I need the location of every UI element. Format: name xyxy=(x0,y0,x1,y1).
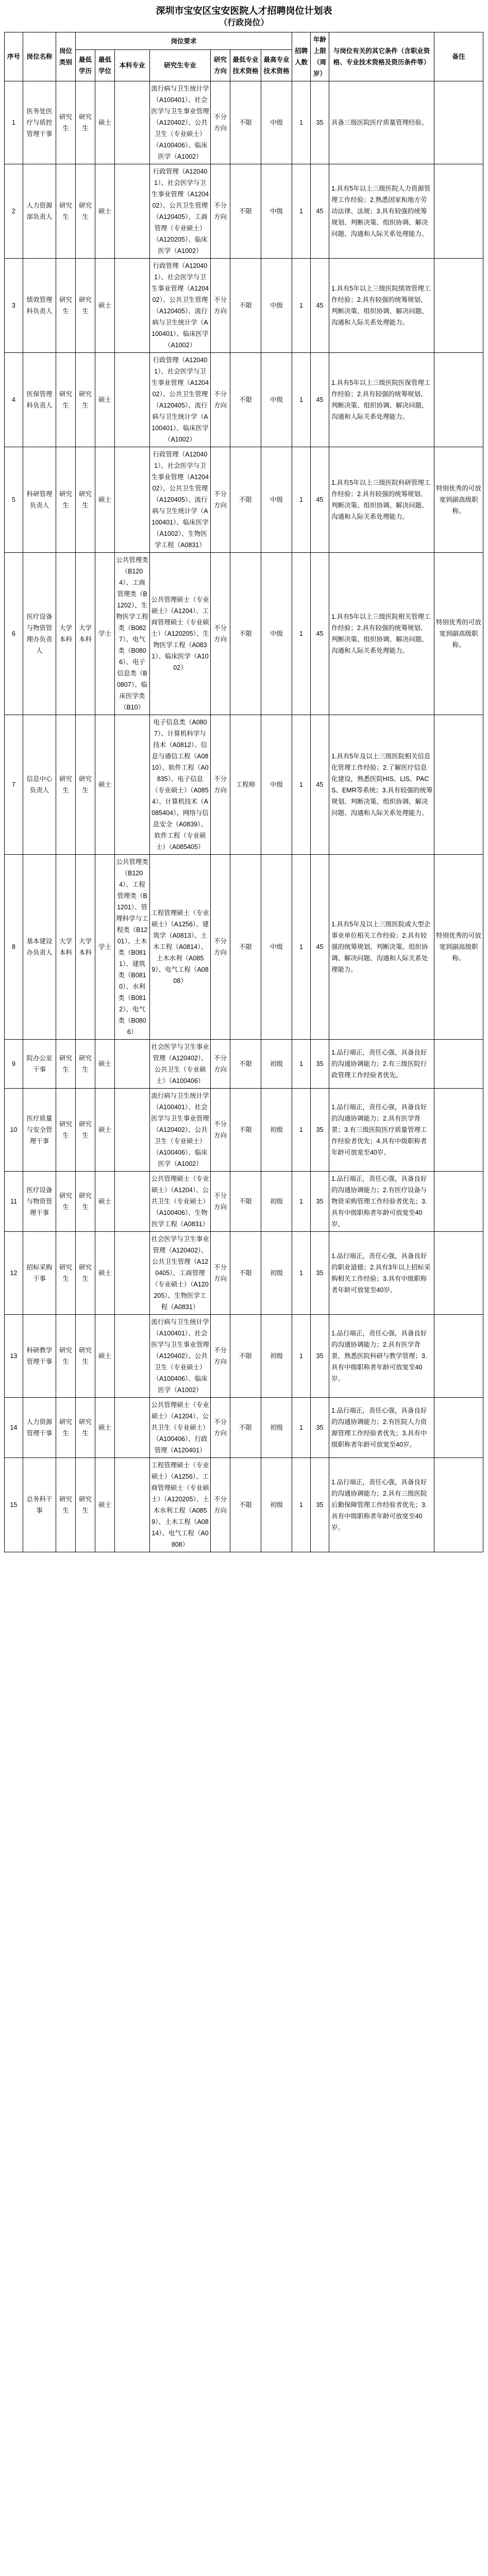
cell-remark xyxy=(434,1458,483,1552)
cell-remark: 特别优秀的可放宽到副高级职称。 xyxy=(434,855,483,1040)
cell-min-education: 硕士 xyxy=(95,1232,115,1315)
cell-other-conditions: 1.品行端正，责任心强，具备良好的沟通协调能力；2.具有三级医院后勤保障管理工作经验者优先；3.具有中级职称者年龄可放宽至40岁。 xyxy=(329,1458,434,1552)
cell-position-name: 科研管理负责人 xyxy=(23,447,56,553)
cell-recruit-count: 1 xyxy=(292,715,311,855)
cell-remark xyxy=(434,1232,483,1315)
cell-other-conditions: 1.具有5年及以上三级医院或大型企事业单位相关工作经验；2.具有较强的统筹规划、判断决策、组织协调、解决问题、沟通和人际关系处理能力。 xyxy=(329,855,434,1040)
cell-research-direction: 不分方向 xyxy=(211,855,230,1040)
cell-recruit-count: 1 xyxy=(292,1232,311,1315)
cell-recruit-count: 1 xyxy=(292,1172,311,1232)
header-position-requirements: 岗位要求 xyxy=(76,32,292,50)
cell-research-direction: 不分方向 xyxy=(211,1089,230,1172)
cell-recruit-count: 1 xyxy=(292,855,311,1040)
cell-undergrad-major xyxy=(115,1089,150,1172)
cell-seq: 12 xyxy=(5,1232,23,1315)
cell-grad-major: 公共管理硕士（专业硕士）（A1204）、公共卫生（专业硕士）（A100406）、行政管理（A120401） xyxy=(150,1398,211,1458)
cell-age-limit: 35 xyxy=(311,1089,329,1172)
cell-other-conditions: 1.品行端正，责任心强，具备良好的沟通协调能力；2.有医院人力资源管理工作经验者优先；3.具有中级职称者年龄可放宽至40岁。 xyxy=(329,1398,434,1458)
cell-grad-major: 行政管理（A120401）、社会医学与卫生事业管理（A120402）、公共卫生管理（A120405）、工商管理（专业硕士）（A120205）、临床医学（A1002） xyxy=(150,164,211,259)
cell-age-limit: 45 xyxy=(311,855,329,1040)
cell-undergrad-major xyxy=(115,447,150,553)
cell-category: 研究生 xyxy=(56,715,76,855)
cell-max-title: 中级 xyxy=(261,447,292,553)
cell-age-limit: 35 xyxy=(311,1398,329,1458)
cell-min-degree: 研究生 xyxy=(76,1458,95,1552)
cell-category: 研究生 xyxy=(56,1458,76,1552)
cell-age-limit: 35 xyxy=(311,1232,329,1315)
table-row xyxy=(5,553,483,715)
cell-min-title: 工程师 xyxy=(230,715,261,855)
cell-min-title: 不限 xyxy=(230,1089,261,1172)
cell-min-degree: 研究生 xyxy=(76,447,95,553)
cell-research-direction: 不分方向 xyxy=(211,1315,230,1398)
cell-remark xyxy=(434,1315,483,1398)
cell-category: 研究生 xyxy=(56,1232,76,1315)
page-subtitle: （行政岗位） xyxy=(219,19,269,27)
cell-max-title: 中级 xyxy=(261,259,292,353)
cell-position-name: 人力资源管理干事 xyxy=(23,1398,56,1458)
cell-min-degree: 研究生 xyxy=(76,1398,95,1458)
cell-min-degree: 研究生 xyxy=(76,1172,95,1232)
cell-max-title: 初级 xyxy=(261,1232,292,1315)
cell-min-title: 不限 xyxy=(230,1172,261,1232)
cell-position-name: 人力资源部负责人 xyxy=(23,164,56,259)
cell-min-education: 硕士 xyxy=(95,164,115,259)
cell-seq: 4 xyxy=(5,353,23,447)
table-row xyxy=(5,164,483,259)
cell-research-direction: 不分方向 xyxy=(211,1398,230,1458)
table-row xyxy=(5,1398,483,1458)
page-title: 深圳市宝安区宝安医院人才招聘岗位计划表 xyxy=(156,6,332,16)
cell-undergrad-major xyxy=(115,353,150,447)
cell-recruit-count: 1 xyxy=(292,1089,311,1172)
table-row xyxy=(5,81,483,164)
table-row xyxy=(5,353,483,447)
cell-min-degree: 研究生 xyxy=(76,81,95,164)
cell-remark xyxy=(434,81,483,164)
cell-age-limit: 35 xyxy=(311,81,329,164)
cell-position-name: 医疗设备与物资管理干事 xyxy=(23,1172,56,1232)
cell-undergrad-major xyxy=(115,81,150,164)
header-row-1 xyxy=(5,32,483,50)
cell-max-title: 初级 xyxy=(261,1398,292,1458)
header-age-limit: 年龄上限（周岁） xyxy=(311,32,329,81)
cell-remark xyxy=(434,1398,483,1458)
cell-max-title: 初级 xyxy=(261,1458,292,1552)
cell-undergrad-major: 公共管理类（B1204）、工程管理类（B1201）、管理科学与工程类（B1201）、土木类（B0811）、建筑类（B0810）、水利类（B0812）、电气类（B0806） xyxy=(115,855,150,1040)
cell-min-title: 不限 xyxy=(230,1458,261,1552)
cell-research-direction: 不分方向 xyxy=(211,259,230,353)
cell-other-conditions: 1.具有5年以上三级医院医保管理工作经验；2.具有较强的统筹规划、判断决策、组织协调、解决问题、沟通和人际关系处理能力。 xyxy=(329,353,434,447)
cell-remark xyxy=(434,259,483,353)
cell-min-education: 硕士 xyxy=(95,715,115,855)
cell-min-title: 不限 xyxy=(230,1040,261,1089)
cell-remark xyxy=(434,1040,483,1089)
cell-undergrad-major: 公共管理类（B1204）、工商管理类（B1202）、生物医学工程类（B0827）、电气类（B0806）、电子信息类（B0807）、临床医学类（B10） xyxy=(115,553,150,715)
cell-grad-major: 社会医学与卫生事业管理（A120402）、公共卫生管理（A120405）、工商管理（专业硕士）（A120205）、生物医学工程（A0831） xyxy=(150,1232,211,1315)
header-grad-major: 研究生专业 xyxy=(150,50,211,81)
cell-category: 研究生 xyxy=(56,1040,76,1089)
header-other-conditions: 与岗位有关的其它条件（含职业资格、专业技术资格及资历条件等） xyxy=(329,32,434,81)
cell-min-degree: 大学本科 xyxy=(76,553,95,715)
cell-other-conditions: 1.具有5年及以上三级医院相关信息化管理工作经验；2.了解医疗信息化建设，熟悉医院HIS、LIS、PACS、EMR等系统；3.具有较强的统筹规划、判断决策、组织协调、解决问题、沟通和人际关系处理能力。 xyxy=(329,715,434,855)
cell-recruit-count: 1 xyxy=(292,553,311,715)
cell-min-education: 硕士 xyxy=(95,353,115,447)
cell-research-direction: 不分方向 xyxy=(211,447,230,553)
cell-seq: 15 xyxy=(5,1458,23,1552)
header-min-title: 最低专业技术资格 xyxy=(230,50,261,81)
table-row xyxy=(5,1089,483,1172)
header-remark: 备注 xyxy=(434,32,483,81)
cell-min-education: 硕士 xyxy=(95,1172,115,1232)
cell-min-education: 硕士 xyxy=(95,1458,115,1552)
cell-recruit-count: 1 xyxy=(292,1040,311,1089)
cell-position-name: 招标采购干事 xyxy=(23,1232,56,1315)
cell-age-limit: 35 xyxy=(311,1458,329,1552)
cell-undergrad-major xyxy=(115,164,150,259)
cell-category: 研究生 xyxy=(56,1315,76,1398)
cell-other-conditions: 1.具有5年以上三级医院相关管理工作经验；2.具有较强的统筹规划、判断决策、组织协调、解决问题、沟通和人际关系处理能力。 xyxy=(329,553,434,715)
cell-other-conditions: 1.品行端正，责任心强，具备良好的沟通协调能力；2.有医疗设备与物资采购管理工作经验者优先；3.具有中级职称者年龄可放宽至40岁。 xyxy=(329,1172,434,1232)
cell-grad-major: 公共管理硕士（专业硕士）（A1204）、工商管理硕士（专业硕士）（A120205）、生物医学工程（A0831）、临床医学（A1002） xyxy=(150,553,211,715)
cell-age-limit: 45 xyxy=(311,553,329,715)
cell-category: 研究生 xyxy=(56,1172,76,1232)
cell-min-education: 硕士 xyxy=(95,81,115,164)
cell-undergrad-major xyxy=(115,1040,150,1089)
cell-position-name: 医疗设备与物资管理办负责人 xyxy=(23,553,56,715)
cell-undergrad-major xyxy=(115,1232,150,1315)
cell-undergrad-major xyxy=(115,259,150,353)
cell-seq: 9 xyxy=(5,1040,23,1089)
cell-undergrad-major xyxy=(115,1315,150,1398)
cell-min-degree: 大学本科 xyxy=(76,855,95,1040)
cell-seq: 5 xyxy=(5,447,23,553)
cell-category: 研究生 xyxy=(56,81,76,164)
cell-undergrad-major xyxy=(115,1172,150,1232)
cell-max-title: 中级 xyxy=(261,553,292,715)
cell-seq: 6 xyxy=(5,553,23,715)
cell-seq: 11 xyxy=(5,1172,23,1232)
header-seq: 序号 xyxy=(5,32,23,81)
cell-min-degree: 研究生 xyxy=(76,1089,95,1172)
cell-max-title: 初级 xyxy=(261,1089,292,1172)
cell-seq: 2 xyxy=(5,164,23,259)
cell-position-name: 绩效管理科负责人 xyxy=(23,259,56,353)
cell-other-conditions: 1.具有5年以上三级医院绩效管理工作经验；2.具有较强的统筹规划、判断决策、组织协调、解决问题、沟通和人际关系处理能力。 xyxy=(329,259,434,353)
cell-min-education: 学士 xyxy=(95,553,115,715)
cell-position-name: 信息中心负责人 xyxy=(23,715,56,855)
cell-max-title: 中级 xyxy=(261,164,292,259)
cell-age-limit: 45 xyxy=(311,259,329,353)
cell-remark: 特别优秀的可放宽到副高级职称。 xyxy=(434,553,483,715)
cell-grad-major: 公共管理硕士（专业硕士）（A1204）、公共卫生（专业硕士）（A100406）、生物医学工程（A0831） xyxy=(150,1172,211,1232)
cell-min-education: 硕士 xyxy=(95,1089,115,1172)
cell-age-limit: 35 xyxy=(311,1172,329,1232)
cell-grad-major: 行政管理（A120401）、社会医学与卫生事业管理（A120402）、公共卫生管理（A120405）、流行病与卫生统计学（A100401）、临床医学（A1002） xyxy=(150,259,211,353)
cell-research-direction: 不分方向 xyxy=(211,1232,230,1315)
cell-research-direction: 不分方向 xyxy=(211,715,230,855)
cell-min-education: 硕士 xyxy=(95,447,115,553)
cell-min-education: 学士 xyxy=(95,855,115,1040)
cell-seq: 3 xyxy=(5,259,23,353)
cell-position-name: 基本建设办负责人 xyxy=(23,855,56,1040)
header-max-title: 最高专业技术资格 xyxy=(261,50,292,81)
cell-min-education: 硕士 xyxy=(95,1040,115,1089)
cell-min-degree: 研究生 xyxy=(76,1315,95,1398)
cell-category: 研究生 xyxy=(56,259,76,353)
cell-max-title: 中级 xyxy=(261,715,292,855)
cell-other-conditions: 1.品行端正，责任心强，具备良好的沟通协调能力；2.有三级医院行政管理工作经验者优先。 xyxy=(329,1040,434,1089)
table-row xyxy=(5,259,483,353)
cell-research-direction: 不分方向 xyxy=(211,164,230,259)
table-row xyxy=(5,447,483,553)
cell-grad-major: 流行病与卫生统计学（A100401）、社会医学与卫生事业管理（A120402）、公共卫生（专业硕士）（A100406）、临床医学（A1002） xyxy=(150,1315,211,1398)
cell-seq: 1 xyxy=(5,81,23,164)
cell-age-limit: 35 xyxy=(311,1315,329,1398)
table-row xyxy=(5,1232,483,1315)
cell-remark xyxy=(434,164,483,259)
cell-min-title: 不限 xyxy=(230,1315,261,1398)
cell-recruit-count: 1 xyxy=(292,1458,311,1552)
cell-min-degree: 研究生 xyxy=(76,715,95,855)
cell-grad-major: 行政管理（A120401）、社会医学与卫生事业管理（A120402）、公共卫生管理（A120405）、流行病与卫生统计学（A100401）、临床医学（A1002）、生物医学工程（A0831） xyxy=(150,447,211,553)
cell-remark xyxy=(434,1089,483,1172)
cell-min-title: 不限 xyxy=(230,1398,261,1458)
cell-research-direction: 不分方向 xyxy=(211,1458,230,1552)
cell-recruit-count: 1 xyxy=(292,447,311,553)
cell-remark xyxy=(434,353,483,447)
table-row xyxy=(5,1040,483,1089)
cell-min-title: 不限 xyxy=(230,259,261,353)
cell-position-name: 医务处医疗与质控管理干事 xyxy=(23,81,56,164)
cell-min-title: 不限 xyxy=(230,553,261,715)
cell-grad-major: 工程管理硕士（专业硕士）（A1256）、工商管理硕士（专业硕士）（A120205）、土木水利工程（A0859）、土木工程（A0814）、电气工程（A0808） xyxy=(150,1458,211,1552)
header-min-education: 最低学位 xyxy=(95,50,115,81)
table-row xyxy=(5,715,483,855)
cell-grad-major: 社会医学与卫生事业管理（A120402）、公共卫生（专业硕士）（A100406） xyxy=(150,1040,211,1089)
table-body xyxy=(5,81,483,1552)
cell-age-limit: 45 xyxy=(311,353,329,447)
header-research-direction: 研究方向 xyxy=(211,50,230,81)
cell-remark xyxy=(434,715,483,855)
cell-min-title: 不限 xyxy=(230,447,261,553)
cell-remark: 特别优秀的可放宽到副高级职称。 xyxy=(434,447,483,553)
cell-min-education: 硕士 xyxy=(95,259,115,353)
cell-min-degree: 研究生 xyxy=(76,1040,95,1089)
cell-category: 研究生 xyxy=(56,353,76,447)
cell-recruit-count: 1 xyxy=(292,164,311,259)
header-category: 岗位类别 xyxy=(56,32,76,81)
cell-undergrad-major xyxy=(115,1458,150,1552)
cell-min-degree: 研究生 xyxy=(76,259,95,353)
cell-category: 大学本科 xyxy=(56,553,76,715)
cell-min-degree: 研究生 xyxy=(76,353,95,447)
cell-other-conditions: 1.具有5年以上三级医院人力资源管理工作经验；2.熟悉国家和地方劳动法律、法规；3.具有较强的统筹规划、判断决策、组织协调、解决问题、沟通和人际关系处理能力。 xyxy=(329,164,434,259)
cell-grad-major: 电子信息类（A0807）、计算机科学与技术（A0812）、信息与通信工程（A0810）、软件工程（A0835）、电子信息（专业硕士）（A0854）、计算机技术（A085404）、网络与信息安全（A0839）、软件工程（专业硕士）（A085405） xyxy=(150,715,211,855)
cell-max-title: 初级 xyxy=(261,1315,292,1398)
table-row xyxy=(5,1172,483,1232)
cell-other-conditions: 1.具有5年以上三级医院科研管理工作经验；2.具有较强的统筹规划、判断决策、组织协调、解决问题、沟通和人际关系处理能力。 xyxy=(329,447,434,553)
cell-age-limit: 45 xyxy=(311,164,329,259)
cell-grad-major: 工程管理硕士（专业硕士）（A1256）、建筑学（A0813）、土木工程（A0814）、土木水利（A0859）、电气工程（A0808） xyxy=(150,855,211,1040)
cell-min-degree: 研究生 xyxy=(76,1232,95,1315)
cell-remark xyxy=(434,1172,483,1232)
cell-research-direction: 不分方向 xyxy=(211,1172,230,1232)
cell-age-limit: 35 xyxy=(311,1040,329,1089)
cell-other-conditions: 1.品行端正，责任心强，具备良好的沟通协调能力；2.具有医学背景；3.有三级医院医疗质量管理工作经验者优先；4.具有中级职称者年龄可放宽至40岁。 xyxy=(329,1089,434,1172)
cell-seq: 14 xyxy=(5,1398,23,1458)
cell-research-direction: 不分方向 xyxy=(211,81,230,164)
table-row xyxy=(5,1458,483,1552)
cell-recruit-count: 1 xyxy=(292,353,311,447)
cell-recruit-count: 1 xyxy=(292,1315,311,1398)
cell-category: 研究生 xyxy=(56,1398,76,1458)
cell-research-direction: 不分方向 xyxy=(211,553,230,715)
cell-other-conditions: 1.品行端正，责任心强，具备良好的沟通协调能力；2.具有医学背景，熟悉医院科研与教学管理；3.具有中级职称者年龄可放宽至40岁。 xyxy=(329,1315,434,1398)
cell-grad-major: 行政管理（A120401）、社会医学与卫生事业管理（A120402）、公共卫生管理（A120405）、流行病与卫生统计学（A100401）、临床医学（A1002） xyxy=(150,353,211,447)
cell-seq: 7 xyxy=(5,715,23,855)
cell-recruit-count: 1 xyxy=(292,1398,311,1458)
cell-recruit-count: 1 xyxy=(292,259,311,353)
cell-position-name: 院办公室干事 xyxy=(23,1040,56,1089)
cell-undergrad-major xyxy=(115,715,150,855)
cell-seq: 10 xyxy=(5,1089,23,1172)
cell-max-title: 中级 xyxy=(261,81,292,164)
cell-category: 大学本科 xyxy=(56,855,76,1040)
cell-min-title: 不限 xyxy=(230,1232,261,1315)
cell-position-name: 医疗质量与安全管理干事 xyxy=(23,1089,56,1172)
cell-category: 研究生 xyxy=(56,447,76,553)
header-min-degree: 最低学历 xyxy=(76,50,95,81)
cell-min-title: 不限 xyxy=(230,353,261,447)
cell-grad-major: 流行病与卫生统计学（A100401）、社会医学与卫生事业管理（A120402）、公共卫生（专业硕士）（A100406）、临床医学（A1002） xyxy=(150,81,211,164)
recruitment-table xyxy=(4,32,483,1552)
cell-position-name: 科研教学管理干事 xyxy=(23,1315,56,1398)
cell-position-name: 总务科干事 xyxy=(23,1458,56,1552)
cell-age-limit: 45 xyxy=(311,447,329,553)
cell-grad-major: 流行病与卫生统计学（A100401）、社会医学与卫生事业管理（A120402）、公共卫生（专业硕士）（A100406）、临床医学（A1002） xyxy=(150,1089,211,1172)
cell-research-direction: 不分方向 xyxy=(211,1040,230,1089)
cell-other-conditions: 1.品行端正，责任心强，具备良好的职业道德；2.具有3年以上招标采购相关工作经验；3.具有中级职称者年龄可放宽至40岁。 xyxy=(329,1232,434,1315)
cell-position-name: 医保管理科负责人 xyxy=(23,353,56,447)
cell-min-degree: 研究生 xyxy=(76,164,95,259)
header-position-name: 岗位名称 xyxy=(23,32,56,81)
cell-age-limit: 45 xyxy=(311,715,329,855)
cell-max-title: 中级 xyxy=(261,353,292,447)
cell-recruit-count: 1 xyxy=(292,81,311,164)
cell-research-direction: 不分方向 xyxy=(211,353,230,447)
cell-min-title: 不限 xyxy=(230,164,261,259)
cell-other-conditions: 具备三级医院医疗质量管理经验。 xyxy=(329,81,434,164)
cell-max-title: 初级 xyxy=(261,1172,292,1232)
cell-min-title: 不限 xyxy=(230,81,261,164)
cell-seq: 13 xyxy=(5,1315,23,1398)
cell-max-title: 中级 xyxy=(261,855,292,1040)
cell-category: 研究生 xyxy=(56,1089,76,1172)
cell-min-title: 不限 xyxy=(230,855,261,1040)
cell-min-education: 硕士 xyxy=(95,1398,115,1458)
table-row xyxy=(5,1315,483,1398)
header-recruit-count: 招聘人数 xyxy=(292,32,311,81)
cell-max-title: 初级 xyxy=(261,1040,292,1089)
table-row xyxy=(5,855,483,1040)
cell-category: 研究生 xyxy=(56,164,76,259)
cell-min-education: 硕士 xyxy=(95,1315,115,1398)
cell-undergrad-major xyxy=(115,1398,150,1458)
header-undergrad-major: 本科专业 xyxy=(115,50,150,81)
cell-seq: 8 xyxy=(5,855,23,1040)
